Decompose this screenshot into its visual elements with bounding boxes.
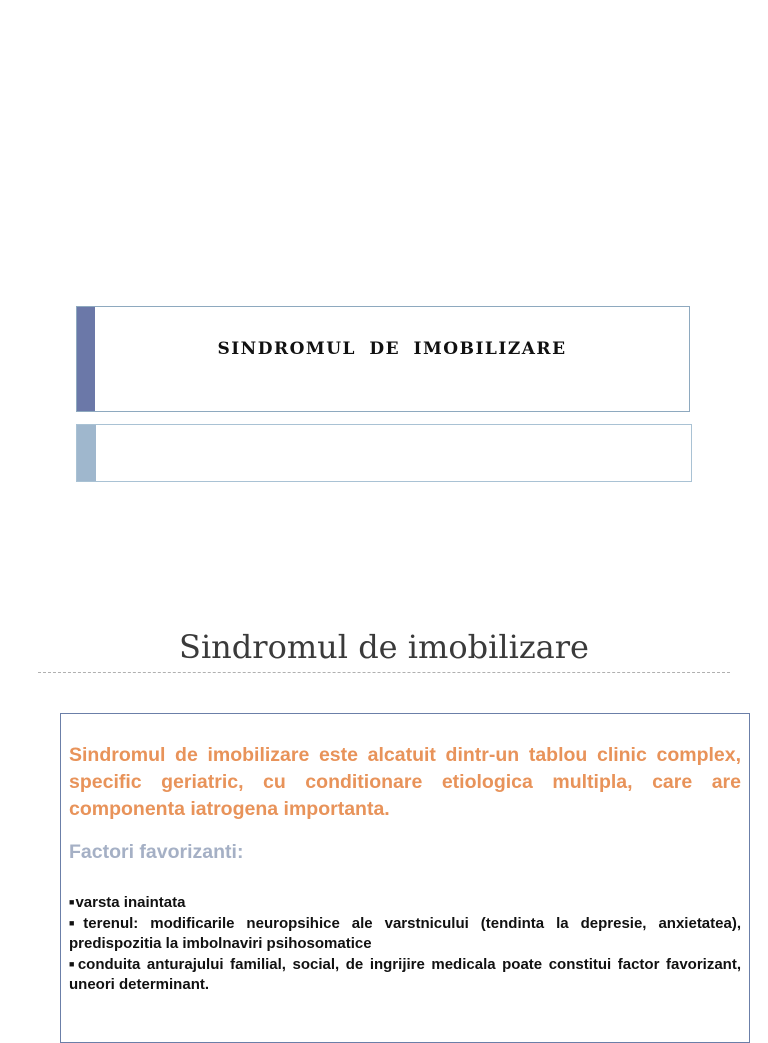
subtitle-box xyxy=(76,424,692,482)
list-item: ■varsta inaintata xyxy=(69,894,186,911)
content-box xyxy=(60,713,750,1043)
square-bullet-icon: ■ xyxy=(69,918,83,928)
title-slide-box xyxy=(76,306,690,412)
factor-list xyxy=(69,892,741,995)
content-slide-title: Sindromul de imobilizare xyxy=(179,628,589,666)
square-bullet-icon: ■ xyxy=(69,897,75,907)
list-item: ■terenul: modificarile neuropsihice ale varstnicului (tendinta la depresie, anxietatea), predispozitia la imbolnaviri psihosomatice xyxy=(69,915,741,952)
list-item: ■conduita anturajului familial, social, de ingrijire medicala poate constitui factor favorizant, uneori determinant. xyxy=(69,956,741,993)
title-slide-heading: SINDROMUL DE IMOBILIZARE xyxy=(217,339,567,359)
title-accent-bar xyxy=(77,307,95,411)
intro-paragraph: Sindromul de imobilizare este alcatuit dintr-un tablou clinic complex, specific geriatric, cu conditionare etiologica multipla, care are componenta iatrogena importanta. xyxy=(69,744,741,820)
subtitle-accent-bar xyxy=(77,425,96,481)
square-bullet-icon: ■ xyxy=(69,959,77,969)
title-divider xyxy=(38,672,730,673)
factors-heading: Factori favorizanti: xyxy=(69,841,244,863)
